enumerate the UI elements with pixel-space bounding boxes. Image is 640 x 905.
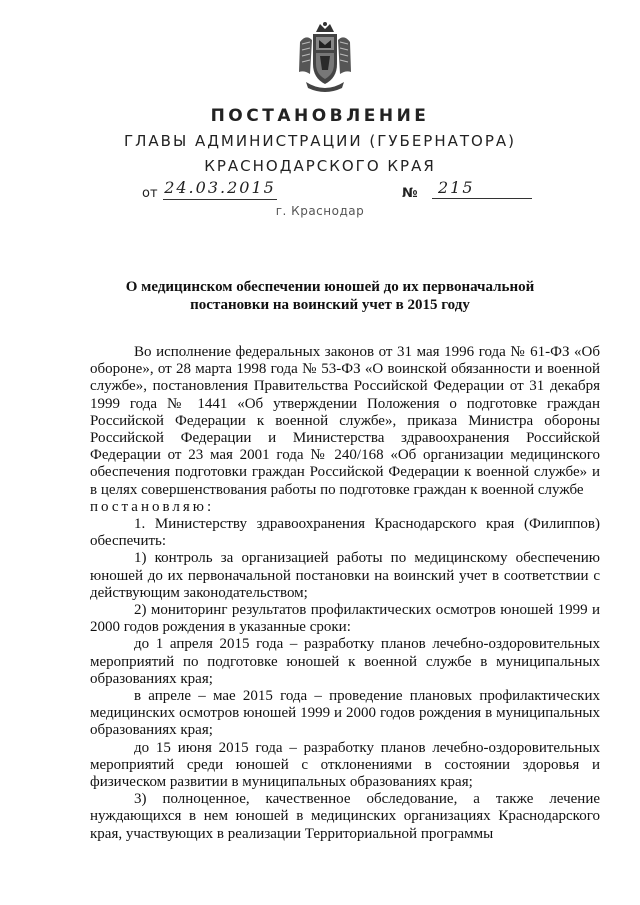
item-1-sub-2: 2) мониторинг результатов профилактических осмотров юношей 1999 и 2000 годов рождения в указанные сроки: xyxy=(90,602,600,636)
issuer-heading: ГЛАВЫ АДМИНИСТРАЦИИ (ГУБЕРНАТОРА) xyxy=(123,132,517,150)
item-1-sub-1: 1) контроль за организацией работы по медицинскому обеспечению юношей до их первоначальной постановки на воинский учет в соответствии с действующим законодательством; xyxy=(90,550,600,601)
item-1-sub-2-a: до 1 апреля 2015 года – разработку планов лечебно-оздоровительных мероприятий по подготовке юношей к военной службе в муниципальных образованиях края; xyxy=(90,636,600,687)
number-field: 215 xyxy=(432,178,532,199)
item-1-sub-2-c: до 15 июня 2015 года – разработку планов лечебно-оздоровительных мероприятий среди юношей с отклонениями в состоянии здоровья и физическом развитии в муниципальных образованиях края; xyxy=(90,739,600,791)
region-heading: КРАСНОДАРСКОГО КРАЯ xyxy=(204,157,436,175)
document-body xyxy=(90,344,600,843)
number-label: № xyxy=(402,186,418,201)
document-title xyxy=(110,278,550,314)
item-1-sub-3: 3) полноценное, качественное обследование, а также лечение нуждающихся в нем юношей в медицинских организациях Краснодарского края, участвующих в реализации Территориальной программы xyxy=(90,791,600,842)
title-line-2: постановки на воинский учет в 2015 году xyxy=(190,297,470,313)
city-label: г. Краснодар xyxy=(275,204,365,218)
document-type-heading: ПОСТАНОВЛЕНИЕ xyxy=(210,106,430,126)
date-field: 24.03.2015 xyxy=(163,178,277,200)
date-label: от xyxy=(142,186,158,201)
item-1: 1. Министерству здравоохранения Краснодарского края (Филиппов) обеспечить: xyxy=(90,516,600,550)
intro-paragraph: Во исполнение федеральных законов от 31 мая 1996 года № 61-ФЗ «Об обороне», от 28 марта 1998 года № 53-ФЗ «О воинской обязанности и военной службе», постановления Правительства Российской Федерации от 31 декабря 1999 года № 1441 «Об утверждении Положения о подготовке граждан Российской Федерации к военной службе», приказа Министра обороны Российской Федерации и Министерства здравоохранения Российской Федерации от 23 мая 2001 года № 240/168 «Об организации медицинского обеспечения подготовки граждан Российской Федерации к военной службе» и в целях совершенствования работы по подготовке граждан к военной службе xyxy=(90,344,600,498)
title-line-1: О медицинском обеспечении юношей до их первоначальной xyxy=(125,279,535,295)
item-1-sub-2-b: в апреле – мае 2015 года – проведение плановых профилактических медицинских осмотров юношей 1999 и 2000 годов рождения в муниципальных образованиях края; xyxy=(90,688,600,739)
coat-of-arms-emblem xyxy=(296,20,354,96)
decree-word: постановляю: xyxy=(90,498,215,515)
